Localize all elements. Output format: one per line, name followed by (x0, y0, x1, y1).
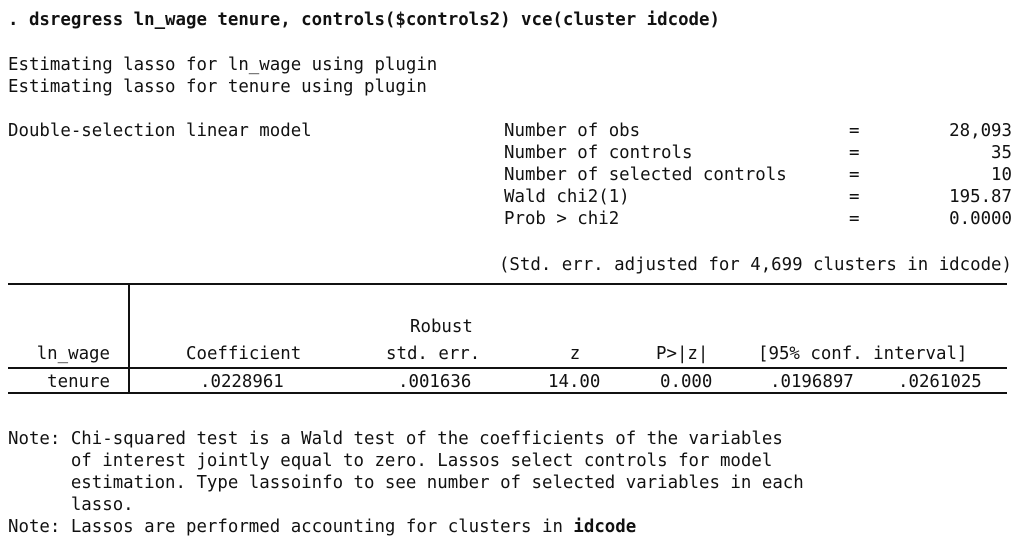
command-line: . dsregress ln_wage tenure, controls($controls2) vce(cluster idcode) (8, 10, 720, 30)
coef-value: .0228961 (200, 372, 284, 392)
table-top-rule (8, 283, 1007, 285)
stat-equals: = (849, 187, 860, 207)
table-bottom-rule (8, 392, 1007, 394)
stat-label: Prob > chi2 (504, 209, 620, 229)
stat-label: Number of selected controls (504, 165, 787, 185)
z-header: z (569, 344, 581, 364)
depvar-header: ln_wage (36, 344, 110, 364)
p-header: P>|z| (656, 344, 709, 364)
model-title: Double-selection linear model (8, 121, 312, 141)
se-header: std. err. (386, 344, 481, 364)
stat-equals: = (849, 121, 860, 141)
se-value: .001636 (398, 372, 472, 392)
z-value: 14.00 (548, 372, 601, 392)
stat-value: 10 (991, 165, 1012, 185)
stat-equals: = (849, 165, 860, 185)
note-line-1: Note: Chi-squared test is a Wald test of the coefficients of the variables (8, 429, 783, 449)
estimating-line-1: Estimating lasso for ln_wage using plugin (8, 55, 438, 75)
table-header-rule (8, 367, 1007, 369)
note-line-3: estimation. Type lassoinfo to see number of selected variables in each (8, 473, 804, 493)
stat-value: 35 (991, 143, 1012, 163)
stat-equals: = (849, 143, 860, 163)
stat-label: Wald chi2(1) (504, 187, 630, 207)
note-line-2: of interest jointly equal to zero. Lassos select controls for model (8, 451, 773, 471)
ci-high-value: .0261025 (898, 372, 982, 392)
ci-header: [95% conf. interval] (758, 344, 968, 364)
cluster-variable: idcode (573, 517, 637, 537)
stat-value: 195.87 (949, 187, 1012, 207)
stat-value: 28,093 (949, 121, 1012, 141)
stat-equals: = (849, 209, 860, 229)
table-vertical-rule (128, 284, 130, 392)
estimating-line-2: Estimating lasso for tenure using plugin (8, 77, 427, 97)
p-value: 0.000 (660, 372, 713, 392)
stat-label: Number of controls (504, 143, 693, 163)
ci-low-value: .0196897 (770, 372, 854, 392)
std-err-note: (Std. err. adjusted for 4,699 clusters in idcode) (498, 255, 1012, 275)
stat-value: 0.0000 (949, 209, 1012, 229)
stat-label: Number of obs (504, 121, 641, 141)
row-variable: tenure (47, 372, 110, 392)
robust-header: Robust (410, 317, 473, 337)
note-line-5-text: Note: Lassos are performed accounting for clusters in (8, 517, 574, 537)
note-line-5 (8, 516, 636, 538)
note-line-4: lasso. (8, 495, 134, 515)
coef-header: Coefficient (186, 344, 302, 364)
